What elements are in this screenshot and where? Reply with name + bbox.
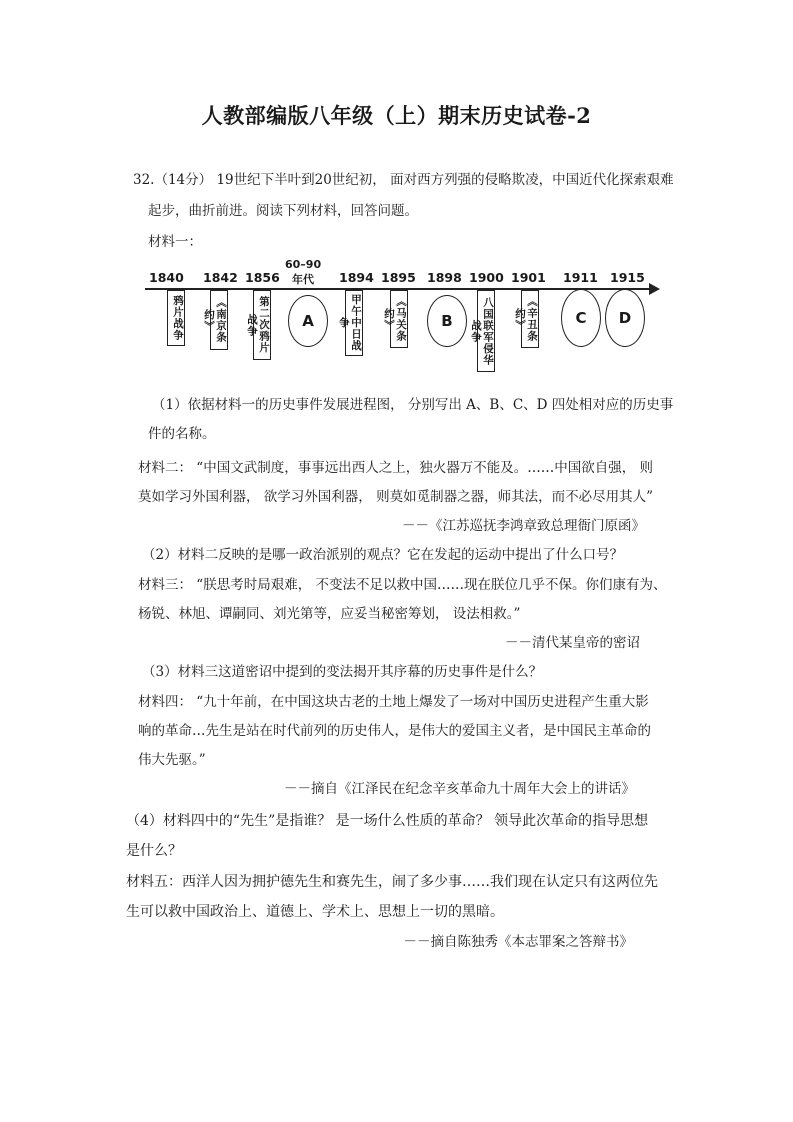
timeline-year: 1901 — [511, 270, 546, 285]
question-4: （4）材料四中的“先生”是指谁？ 是一场什么性质的革命？ 领导此次革命的指导思想 — [126, 813, 649, 829]
material-2-cont: 莫如学习外国利器， 欲学习外国利器， 则莫如觅制器之器，师其法，而不必尽用其人” — [138, 489, 653, 505]
timeline-year: 年代 — [292, 273, 314, 286]
event-box-1894: 甲午中日战争 — [345, 290, 363, 356]
question-intro: 32.（14分） 19世纪下半叶到20世纪初， 面对西方列强的侵略欺凌，中国近代化探索艰难 — [133, 172, 674, 188]
material-5: 材料五：西洋人因为拥护德先生和赛先生，闹了多少事……我们现在认定只有这两位先 — [126, 874, 658, 890]
event-box-1856: 第二次鸦片战争 — [253, 290, 271, 360]
material-2-source: －－《江苏巡抚李鸿章致总理衙门原函》 — [402, 518, 645, 534]
timeline-year: 1900 — [469, 270, 504, 285]
event-oval-b: B — [427, 295, 467, 347]
material-1-label: 材料一： — [148, 234, 202, 250]
timeline-year: 1895 — [381, 270, 416, 285]
timeline-year: 1856 — [245, 270, 280, 285]
timeline-arrow-icon — [649, 283, 660, 295]
material-4: 材料四： “九十年前，在中国这块古老的土地上爆发了一场对中国历史进程产生重大影 — [138, 694, 649, 710]
material-4-cont: 伟大先驱。” — [138, 752, 206, 768]
timeline-year: 1915 — [610, 270, 645, 285]
history-timeline — [145, 258, 660, 380]
event-box-1900: 八国联军侵华战争 — [477, 290, 495, 372]
page-title: 人教部编版八年级（上）期末历史试卷-2 — [201, 103, 592, 128]
material-5-source: －－摘自陈独秀《本志罪案之答辩书》 — [403, 934, 633, 950]
material-2: 材料二： “中国文武制度，事事远出西人之上，独火器万不能及。……中国欲自强， 则 — [138, 460, 653, 476]
question-1: （1）依据材料一的历史事件发展进程图， 分别写出 A、B、C、D 四处相对应的历史事 — [152, 397, 674, 413]
timeline-year: 1894 — [339, 270, 374, 285]
event-oval-d: D — [605, 289, 645, 347]
timeline-year: 1842 — [203, 270, 238, 285]
material-3-source: －－清代某皇帝的密诏 — [505, 635, 640, 651]
event-oval-c: C — [561, 289, 601, 347]
material-5-cont: 生可以救中国政治上、道德上、学术上、思想上一切的黑暗。 — [126, 904, 504, 920]
material-4-cont: 响的革命…先生是站在时代前列的历史伟人，是伟大的爱国主义者，是中国民主革命的 — [138, 723, 651, 739]
question-1-cont: 件的名称。 — [148, 426, 216, 442]
material-4-source: －－摘自《江泽民在纪念辛亥革命九十周年大会上的讲话》 — [284, 781, 635, 797]
question-intro-cont: 起步，曲折前进。阅读下列材料，回答问题。 — [148, 203, 418, 219]
event-oval-a: A — [288, 295, 328, 347]
event-box-1842: 《南京条约》 — [210, 290, 228, 350]
timeline-year: 1898 — [427, 270, 462, 285]
material-3: 材料三： “朕思考时局艰难， 不变法不足以救中国……现在朕位几乎不保。你们康有为、 — [138, 577, 667, 593]
timeline-year: 1911 — [563, 270, 598, 285]
material-3-cont: 杨锐、林旭、谭嗣同、刘光第等，应妥当秘密筹划， 设法相救。” — [138, 606, 521, 622]
question-2: （2）材料二反映的是哪一政治派别的观点？它在发起的运动中提出了什么口号？ — [142, 547, 624, 563]
event-box-1901: 《辛丑条约》 — [521, 290, 539, 348]
timeline-year: 60–90 — [285, 258, 322, 271]
question-3: （3）材料三这道密诏中提到的变法揭开其序幕的历史事件是什么？ — [142, 664, 543, 680]
timeline-year: 1840 — [149, 270, 184, 285]
event-box-1840: 鸦片战争 — [167, 290, 185, 346]
question-4-cont: 是什么？ — [126, 843, 182, 859]
event-box-1895: 《马关条约》 — [390, 290, 408, 348]
